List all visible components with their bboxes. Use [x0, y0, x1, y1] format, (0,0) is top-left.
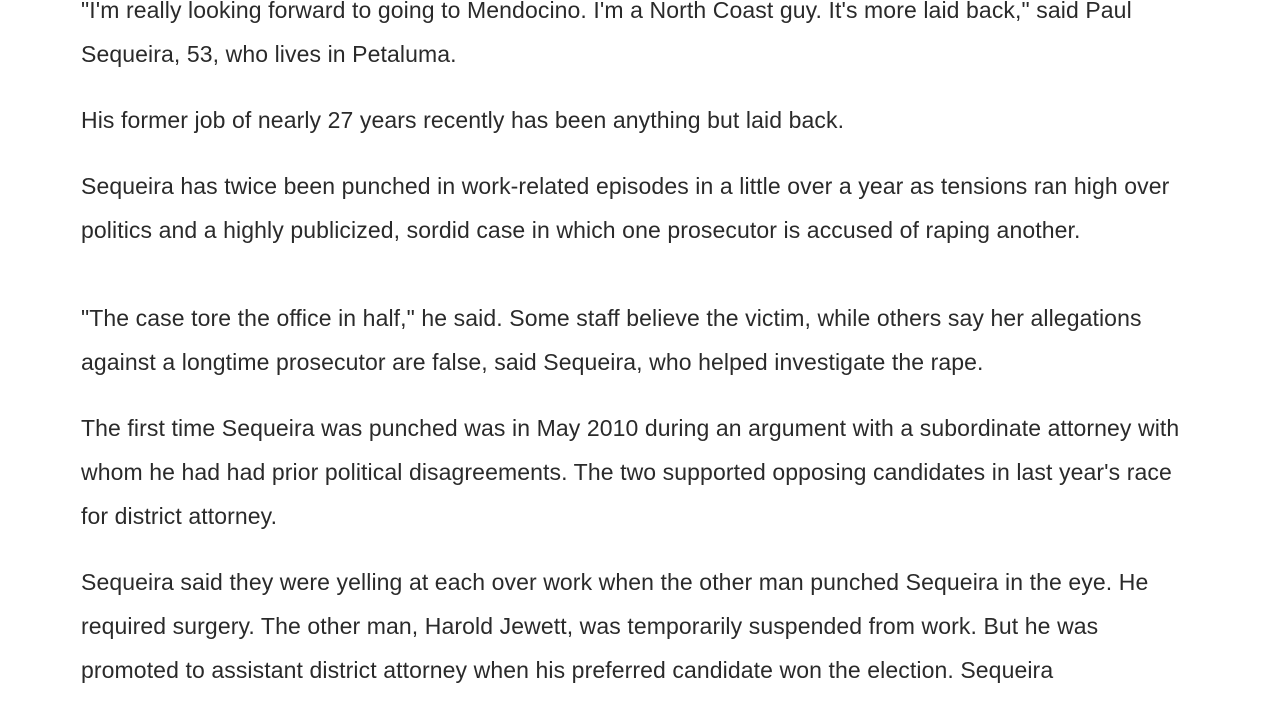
article-paragraph: The first time Sequeira was punched was in May 2010 during an argument with a subordinate attorney with whom he had had prior political disagreements. The two supported opposing candidates in last year's race for district attorney.	[81, 415, 1180, 529]
article-paragraph: "I'm really looking forward to going to Mendocino. I'm a North Coast guy. It's more laid back," said Paul Sequeira, 53, who lives in Petaluma.	[81, 0, 1132, 67]
article-body	[81, 0, 1200, 714]
article-paragraph: Sequeira said they were yelling at each over work when the other man punched Sequeira in the eye. He required surgery. The other man, Harold Jewett, was temporarily suspended from work. But he was promoted to assistant district attorney when his preferred candidate won the election. Sequeira	[81, 569, 1149, 683]
article-paragraph: Sequeira has twice been punched in work-related episodes in a little over a year as tensions ran high over politics and a highly publicized, sordid case in which one prosecutor is accused of raping another.	[81, 173, 1170, 243]
article-paragraph: His former job of nearly 27 years recently has been anything but laid back.	[81, 107, 845, 133]
article-paragraph: "The case tore the office in half," he said. Some staff believe the victim, while others say her allegations against a longtime prosecutor are false, said Sequeira, who helped investigate the rape.	[81, 305, 1142, 375]
